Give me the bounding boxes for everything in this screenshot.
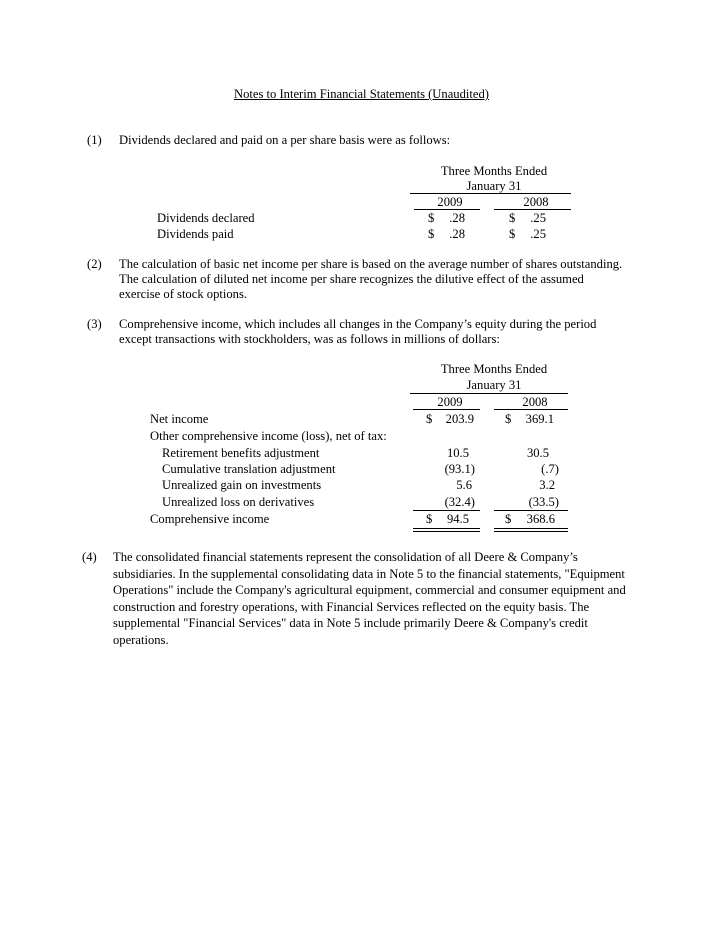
page-title: Notes to Interim Financial Statements (Unaudited) (234, 87, 489, 101)
oci-row-2009: (32.4) (444, 495, 475, 509)
dividends-paid-label: Dividends paid (157, 227, 234, 241)
total-double-rule-2008 (494, 531, 568, 532)
note-1-year-2009: 2009 (437, 195, 463, 209)
net-income-currency-2009: $ (426, 412, 433, 426)
note-3-year-rule-2008 (494, 409, 568, 410)
total-double-rule-2009 (413, 531, 480, 532)
note-1-number: (1) (87, 133, 102, 147)
oci-row-2008: 3.2 (539, 478, 555, 492)
total-double-rule-2009 (413, 528, 480, 529)
note-4-line: construction and forestry operations, with Financial Services reflected on the equity basis. The (113, 600, 590, 614)
note-4-line: supplemental "Financial Services" data in Note 5 include primarily Deere & Company's credit (113, 616, 588, 630)
dividends-declared-currency-2008: $ (509, 211, 516, 225)
note-4-number: (4) (82, 550, 97, 564)
note-2-line: The calculation of basic net income per share is based on the average number of shares outstanding. (119, 257, 623, 271)
note-2-line: exercise of stock options. (119, 287, 248, 301)
comprehensive-income-2008: 368.6 (526, 512, 555, 526)
oci-row-2009: (93.1) (444, 462, 475, 476)
oci-row-2009: 10.5 (446, 446, 469, 460)
oci-row-label: Cumulative translation adjustment (162, 462, 336, 476)
comprehensive-income-currency-2009: $ (426, 512, 433, 526)
note-2-number: (2) (87, 257, 102, 271)
net-income-2009: 203.9 (445, 412, 474, 426)
note-3-header-date: January 31 (466, 378, 522, 392)
note-4-line: The consolidated financial statements represent the consolidation of all Deere & Company’s (113, 550, 578, 564)
note-4-line: operations. (113, 633, 169, 647)
note-1-year-2008: 2008 (523, 195, 549, 209)
note-3-number: (3) (87, 317, 102, 331)
dividends-declared-currency-2009: $ (428, 211, 435, 225)
note-3-year-2008: 2008 (522, 395, 548, 409)
note-2-line: The calculation of diluted net income per share recognizes the dilutive effect of the assumed (119, 272, 584, 286)
net-income-2008: 369.1 (525, 412, 554, 426)
dividends-declared-label: Dividends declared (157, 211, 255, 225)
net-income-label: Net income (150, 412, 209, 426)
oci-row-2008: 30.5 (526, 446, 549, 460)
comprehensive-income-currency-2008: $ (505, 512, 512, 526)
note-3-line: except transactions with stockholders, was as follows in millions of dollars: (119, 332, 500, 346)
dividends-paid-currency-2009: $ (428, 227, 435, 241)
note-3-header-period: Three Months Ended (440, 362, 548, 376)
oci-row-2008: (.7) (541, 462, 559, 476)
oci-row-2009: 5.6 (456, 478, 472, 492)
oci-row-label: Retirement benefits adjustment (162, 446, 320, 460)
dividends-declared-2009: .28 (449, 211, 465, 225)
oci-row-label: Unrealized loss on derivatives (162, 495, 315, 509)
dividends-paid-2009: .28 (449, 227, 465, 241)
note-3-year-2009: 2009 (437, 395, 463, 409)
oci-row-label: Unrealized gain on investments (162, 478, 322, 492)
note-1-header-period: Three Months Ended (440, 164, 548, 178)
note-4-line: Operations" include the Company's agricultural equipment, commercial and consumer equipment and (113, 583, 626, 597)
comprehensive-income-label: Comprehensive income (150, 512, 270, 526)
comprehensive-income-2009: 94.5 (446, 512, 469, 526)
note-1-intro: Dividends declared and paid on a per share basis were as follows: (119, 133, 451, 147)
note-4-line: subsidiaries. In the supplemental consolidating data in Note 5 to the financial statements, "Equipment (113, 567, 625, 581)
oci-heading: Other comprehensive income (loss), net of tax: (150, 429, 387, 443)
note-3-line: Comprehensive income, which includes all changes in the Company’s equity during the period (119, 317, 597, 331)
note-3-year-rule-2009 (413, 409, 480, 410)
total-double-rule-2008 (494, 528, 568, 529)
net-income-currency-2008: $ (505, 412, 512, 426)
dividends-paid-2008: .25 (530, 227, 546, 241)
oci-row-2008: (33.5) (528, 495, 559, 509)
dividends-paid-currency-2008: $ (509, 227, 516, 241)
note-1-header-date: January 31 (466, 179, 522, 193)
dividends-declared-2008: .25 (530, 211, 546, 225)
